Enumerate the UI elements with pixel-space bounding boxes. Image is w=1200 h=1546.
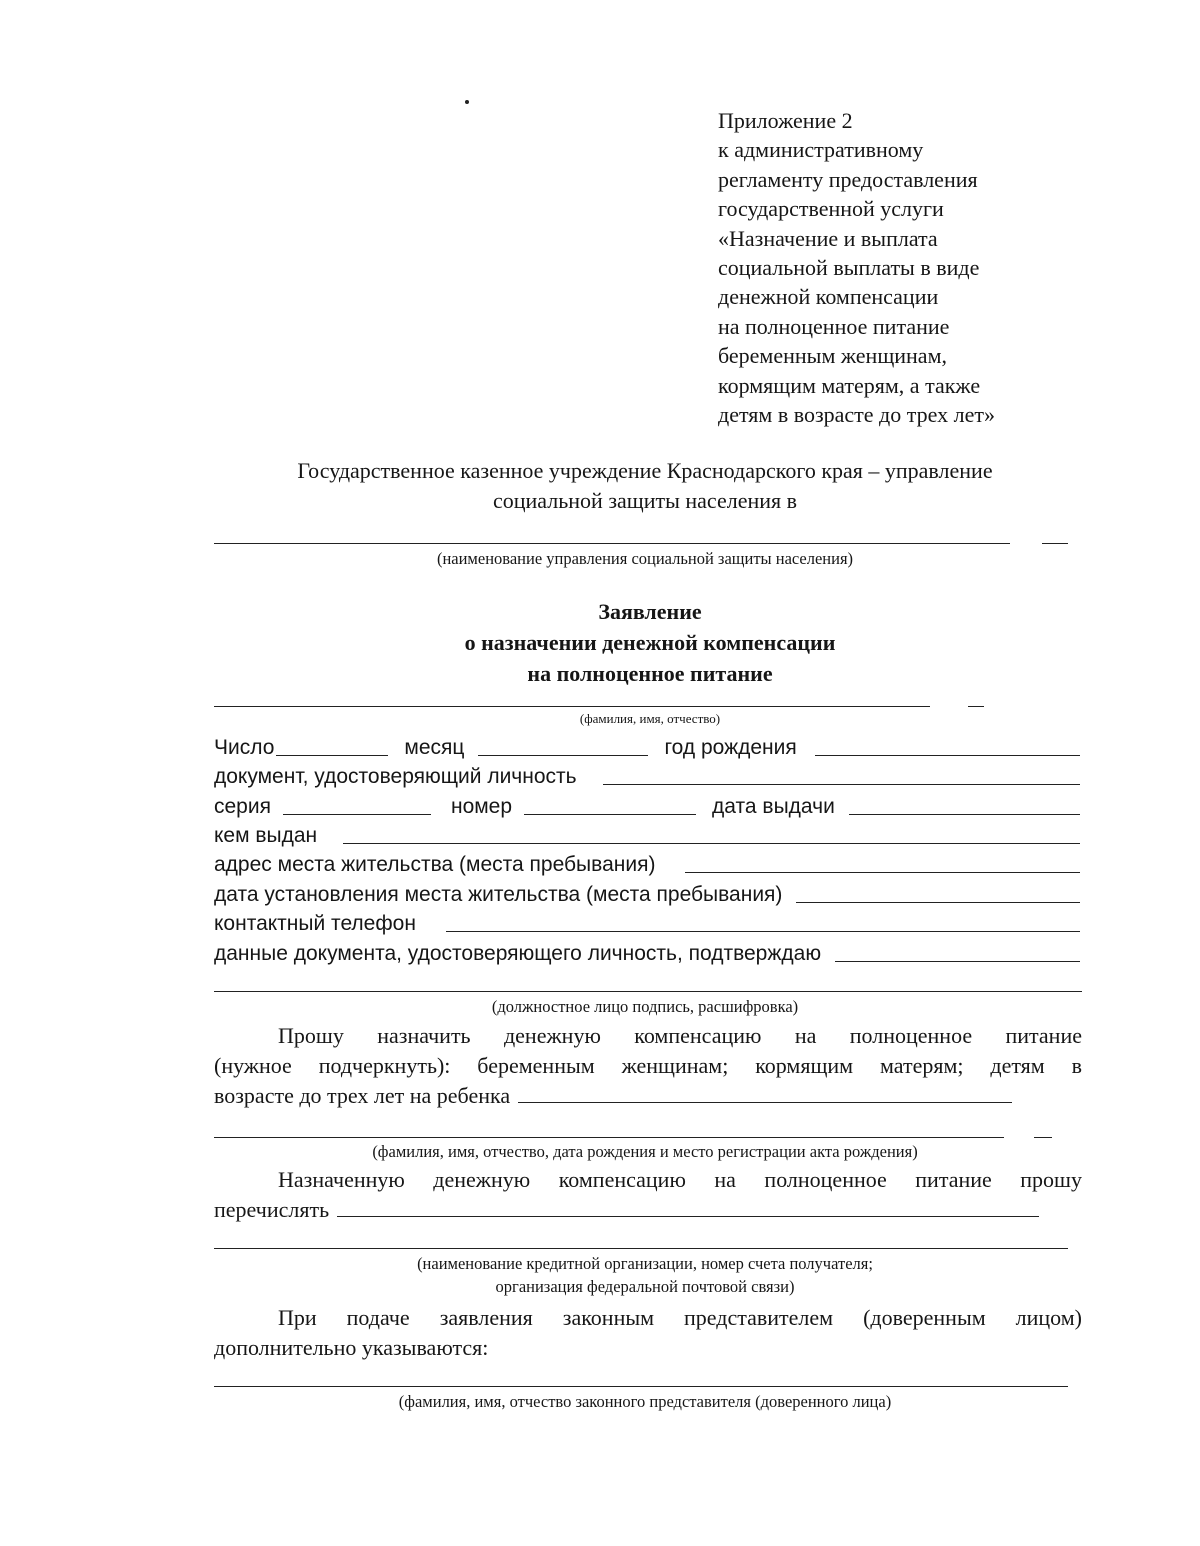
appendix-header — [718, 106, 1118, 429]
transfer-field[interactable] — [337, 1216, 1039, 1217]
title-line-2: о назначении денежной компенсации — [464, 630, 836, 655]
day-label: Число — [214, 736, 275, 759]
appendix-line: социальной выплаты в виде — [718, 255, 980, 281]
official-caption: (должностное лицо подпись, расшифровка) — [491, 997, 799, 1016]
address-date-label: дата установления места жительства (места пребывания) — [214, 883, 783, 906]
number-field[interactable] — [524, 814, 696, 815]
phone-label: контактный телефон — [214, 912, 416, 935]
appendix-line: на полноценное питание — [718, 313, 950, 339]
address-row — [214, 847, 1082, 877]
passport-row — [214, 789, 1082, 819]
organization-heading — [200, 456, 1090, 516]
appendix-line: регламенту предоставления — [718, 166, 978, 192]
address-label: адрес места жительства (места пребывания) — [214, 853, 656, 876]
appendix-line: кормящим матерям, а также — [718, 372, 981, 398]
appendix-line: к административному — [718, 137, 924, 163]
organization-line-1: Государственное казенное учреждение Краснодарского края – управление — [297, 458, 993, 483]
address-field[interactable] — [685, 872, 1080, 873]
appendix-line: беременным женщинам, — [718, 343, 947, 369]
appendix-line: государственной услуги — [718, 196, 944, 222]
issued-by-field[interactable] — [343, 843, 1080, 844]
appendix-line: денежной компенсации — [718, 284, 939, 310]
request-paragraph-line-1: Прошу назначить денежную компенсацию на полноценное питание — [278, 1023, 1082, 1048]
appendix-line: Приложение 2 — [718, 108, 853, 133]
representative-caption: (фамилия, имя, отчество законного представителя (доверенного лица) — [398, 1392, 892, 1411]
birth-date-row — [214, 730, 1082, 760]
department-name-field[interactable] — [214, 543, 1010, 544]
confirm-label: данные документа, удостоверяющего личность, подтверждаю — [214, 942, 822, 965]
id-document-row — [214, 759, 1082, 789]
document-title — [200, 596, 1100, 689]
request-child-label: возрасте до трех лет на ребенка — [214, 1083, 511, 1108]
official-signature-field[interactable] — [214, 991, 1082, 992]
child-caption: (фамилия, имя, отчество, дата рождения и место регистрации акта рождения) — [372, 1142, 918, 1161]
series-label: серия — [214, 795, 271, 818]
title-line-1: Заявление — [598, 599, 702, 624]
request-paragraph-line-2: (нужное подчеркнуть): беременным женщинам; кормящим матерям; детям в — [214, 1053, 1082, 1078]
representative-paragraph-line-2: дополнительно указываются: — [214, 1335, 489, 1360]
transfer-paragraph-line-1: Назначенную денежную компенсацию на полноценное питание прошу — [278, 1167, 1082, 1192]
fio-caption: (фамилия, имя, отчество) — [579, 711, 721, 726]
fio-field-tail — [968, 706, 984, 707]
confirm-row — [214, 936, 1082, 966]
month-field[interactable] — [478, 755, 648, 756]
request-paragraph-line-3 — [214, 1081, 1082, 1111]
child-name-field[interactable] — [518, 1102, 1012, 1103]
day-field[interactable] — [276, 755, 388, 756]
appendix-line: детям в возрасте до трех лет» — [718, 402, 995, 428]
appendix-line: «Назначение и выплата — [718, 225, 938, 251]
representative-paragraph-line-1: При подаче заявления законным представителем (доверенным лицом) — [278, 1305, 1082, 1330]
issue-date-field[interactable] — [849, 814, 1080, 815]
confirm-field[interactable] — [835, 961, 1080, 962]
transfer-label: перечислять — [214, 1197, 330, 1222]
department-caption: (наименование управления социальной защиты населения) — [436, 549, 854, 568]
issued-by-label: кем выдан — [214, 824, 318, 847]
fio-field[interactable] — [214, 706, 930, 707]
child-details-field[interactable] — [214, 1137, 1004, 1138]
scan-speck — [465, 100, 469, 104]
month-label: месяц — [404, 736, 465, 759]
birth-year-field[interactable] — [815, 755, 1080, 756]
issue-date-label: дата выдачи — [712, 795, 835, 818]
bank-caption-line-2: организация федеральной почтовой связи) — [495, 1277, 795, 1296]
bank-caption-line-1: (наименование кредитной организации, номер счета получателя; — [417, 1254, 873, 1273]
id-document-label: документ, удостоверяющий личность — [214, 765, 577, 788]
id-document-field[interactable] — [603, 784, 1080, 785]
representative-name-field[interactable] — [214, 1386, 1068, 1387]
phone-row — [214, 906, 1082, 936]
child-details-field-tail — [1034, 1137, 1052, 1138]
bank-details-field[interactable] — [214, 1248, 1068, 1249]
series-field[interactable] — [283, 814, 431, 815]
title-line-3: на полноценное питание — [527, 661, 773, 686]
department-name-field-tail — [1042, 543, 1068, 544]
address-date-row — [214, 877, 1082, 907]
address-date-field[interactable] — [796, 902, 1080, 903]
issued-by-row — [214, 818, 1082, 848]
number-label: номер — [450, 795, 513, 818]
transfer-paragraph-line-2 — [214, 1195, 1082, 1225]
birth-year-label: год рождения — [664, 736, 797, 759]
phone-field[interactable] — [446, 931, 1080, 932]
organization-line-2: социальной защиты населения в — [492, 488, 798, 513]
